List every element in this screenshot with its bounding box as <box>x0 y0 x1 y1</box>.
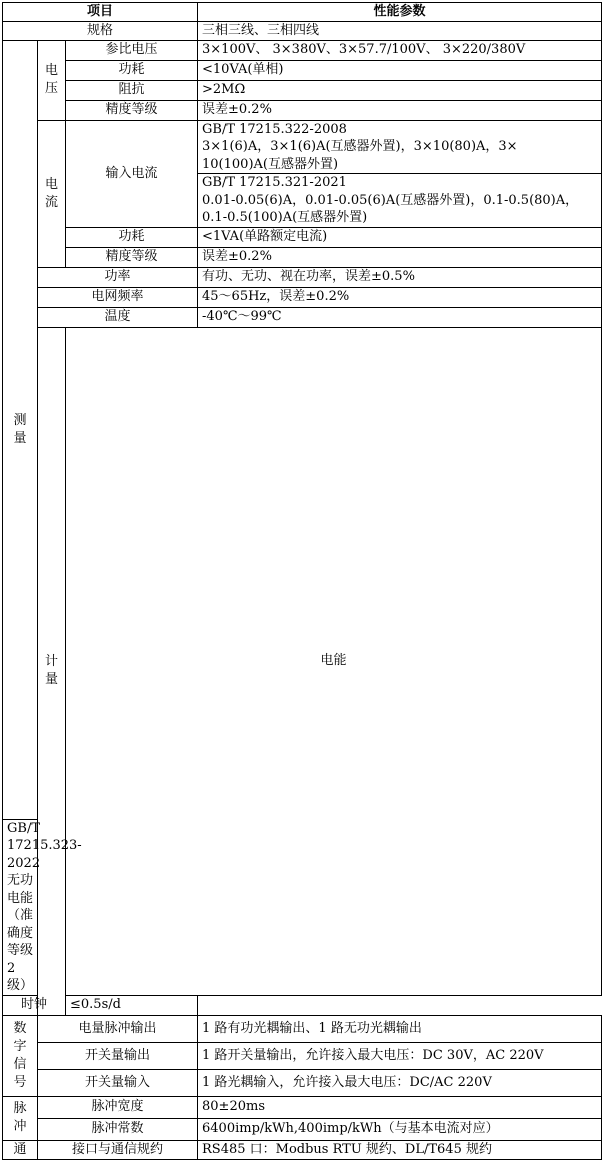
param-value: 45～65Hz，误差±0.2% <box>198 287 602 307</box>
param-name: 接口与通信规约 <box>38 1140 198 1159</box>
table-row <box>3 1096 602 1118</box>
param-name: 精度等级 <box>66 100 198 120</box>
table-row <box>3 307 602 327</box>
param-value: 有功、无功、视在功率，误差±0.5% <box>198 267 602 287</box>
table-row <box>3 60 602 80</box>
table-row <box>3 1118 602 1140</box>
table-row <box>3 327 602 573</box>
param-name: 温度 <box>38 307 198 327</box>
header-item: 项目 <box>3 3 198 22</box>
param-name: 功耗 <box>66 227 198 247</box>
spec-table <box>2 2 602 1160</box>
param-value: 1 路开关量输出，允许接入最大电压：DC 30V，AC 220V <box>198 1042 602 1069</box>
table-row <box>3 1015 602 1042</box>
param-name: 功耗 <box>66 60 198 80</box>
param-name: 参比电压 <box>66 40 198 60</box>
table-row <box>3 247 602 267</box>
table-row <box>3 100 602 120</box>
header-params: 性能参数 <box>198 3 602 22</box>
digital-group-label: 数 字 信 号 <box>3 1015 38 1096</box>
param-value: 误差±0.2% <box>198 100 602 120</box>
table-row <box>3 1140 602 1159</box>
param-value: <10VA(单相) <box>198 60 602 80</box>
param-name: 阻抗 <box>66 80 198 100</box>
current-group-label: 电 流 <box>38 120 66 267</box>
param-name: 开关量输入 <box>38 1069 198 1096</box>
table-row <box>3 995 602 1015</box>
param-value: 6400imp/kWh,400imp/kWh（与基本电流对应） <box>198 1118 602 1140</box>
param-name: 开关量输出 <box>38 1042 198 1069</box>
param-value: 1 路有功光耦输出、1 路无功光耦输出 <box>198 1015 602 1042</box>
param-value: ≤0.5s/d <box>66 995 198 1015</box>
param-value: 1 路光耦输入，允许接入最大电压：DC/AC 220V <box>198 1069 602 1096</box>
param-name: 电能 <box>66 327 602 995</box>
param-name: 功率 <box>38 267 198 287</box>
param-name: 电网频率 <box>38 287 198 307</box>
measure-group-label: 测 量 <box>3 40 38 819</box>
spec-label: 规格 <box>3 22 198 41</box>
table-row <box>3 267 602 287</box>
param-value: <1VA(单路额定电流) <box>198 227 602 247</box>
param-value: -40℃～99℃ <box>198 307 602 327</box>
spec-value: 三相三线、三相四线 <box>198 22 602 41</box>
param-name: 输入电流 <box>66 120 198 227</box>
table-row <box>3 40 602 60</box>
table-row <box>3 1042 602 1069</box>
table-row <box>3 287 602 307</box>
table-row <box>3 80 602 100</box>
header-row <box>3 3 602 22</box>
param-value: >2MΩ <box>198 80 602 100</box>
table-row <box>3 120 602 174</box>
param-value: GB/T 17215.322-2008 3×1(6)A，3×1(6)A(互感器外置)，3×10(80)A，3× 10(100)A(互感器外置) <box>198 120 602 174</box>
comm-group-label: 通 <box>3 1140 38 1159</box>
param-value: GB/T 17215.321-2021 0.01-0.05(6)A，0.01-0.05(6)A(互感器外置)，0.1-0.5(80)A， 0.1-0.5(100)A(互感器外置) <box>198 174 602 228</box>
param-name: 脉冲宽度 <box>38 1096 198 1118</box>
param-value: 误差±0.2% <box>198 247 602 267</box>
table-row <box>3 1069 602 1096</box>
param-name: 时钟 <box>3 995 66 1015</box>
param-name: 电量脉冲输出 <box>38 1015 198 1042</box>
param-name: 脉冲常数 <box>38 1118 198 1140</box>
param-value: 3×100V、 3×380V、3×57.7/100V、 3×220/380V <box>198 40 602 60</box>
param-value: GB/T 17215.323-2022 无功电能（准确度等级 2 级） <box>3 819 38 995</box>
voltage-group-label: 电 压 <box>38 40 66 120</box>
table-row <box>3 227 602 247</box>
pulse-group-label: 脉 冲 <box>3 1096 38 1140</box>
param-name: 精度等级 <box>66 247 198 267</box>
spec-row <box>3 22 602 41</box>
metering-group-label: 计 量 <box>38 327 66 1015</box>
param-value: RS485 口：Modbus RTU 规约、DL/T645 规约 <box>198 1140 602 1159</box>
param-value: 80±20ms <box>198 1096 602 1118</box>
